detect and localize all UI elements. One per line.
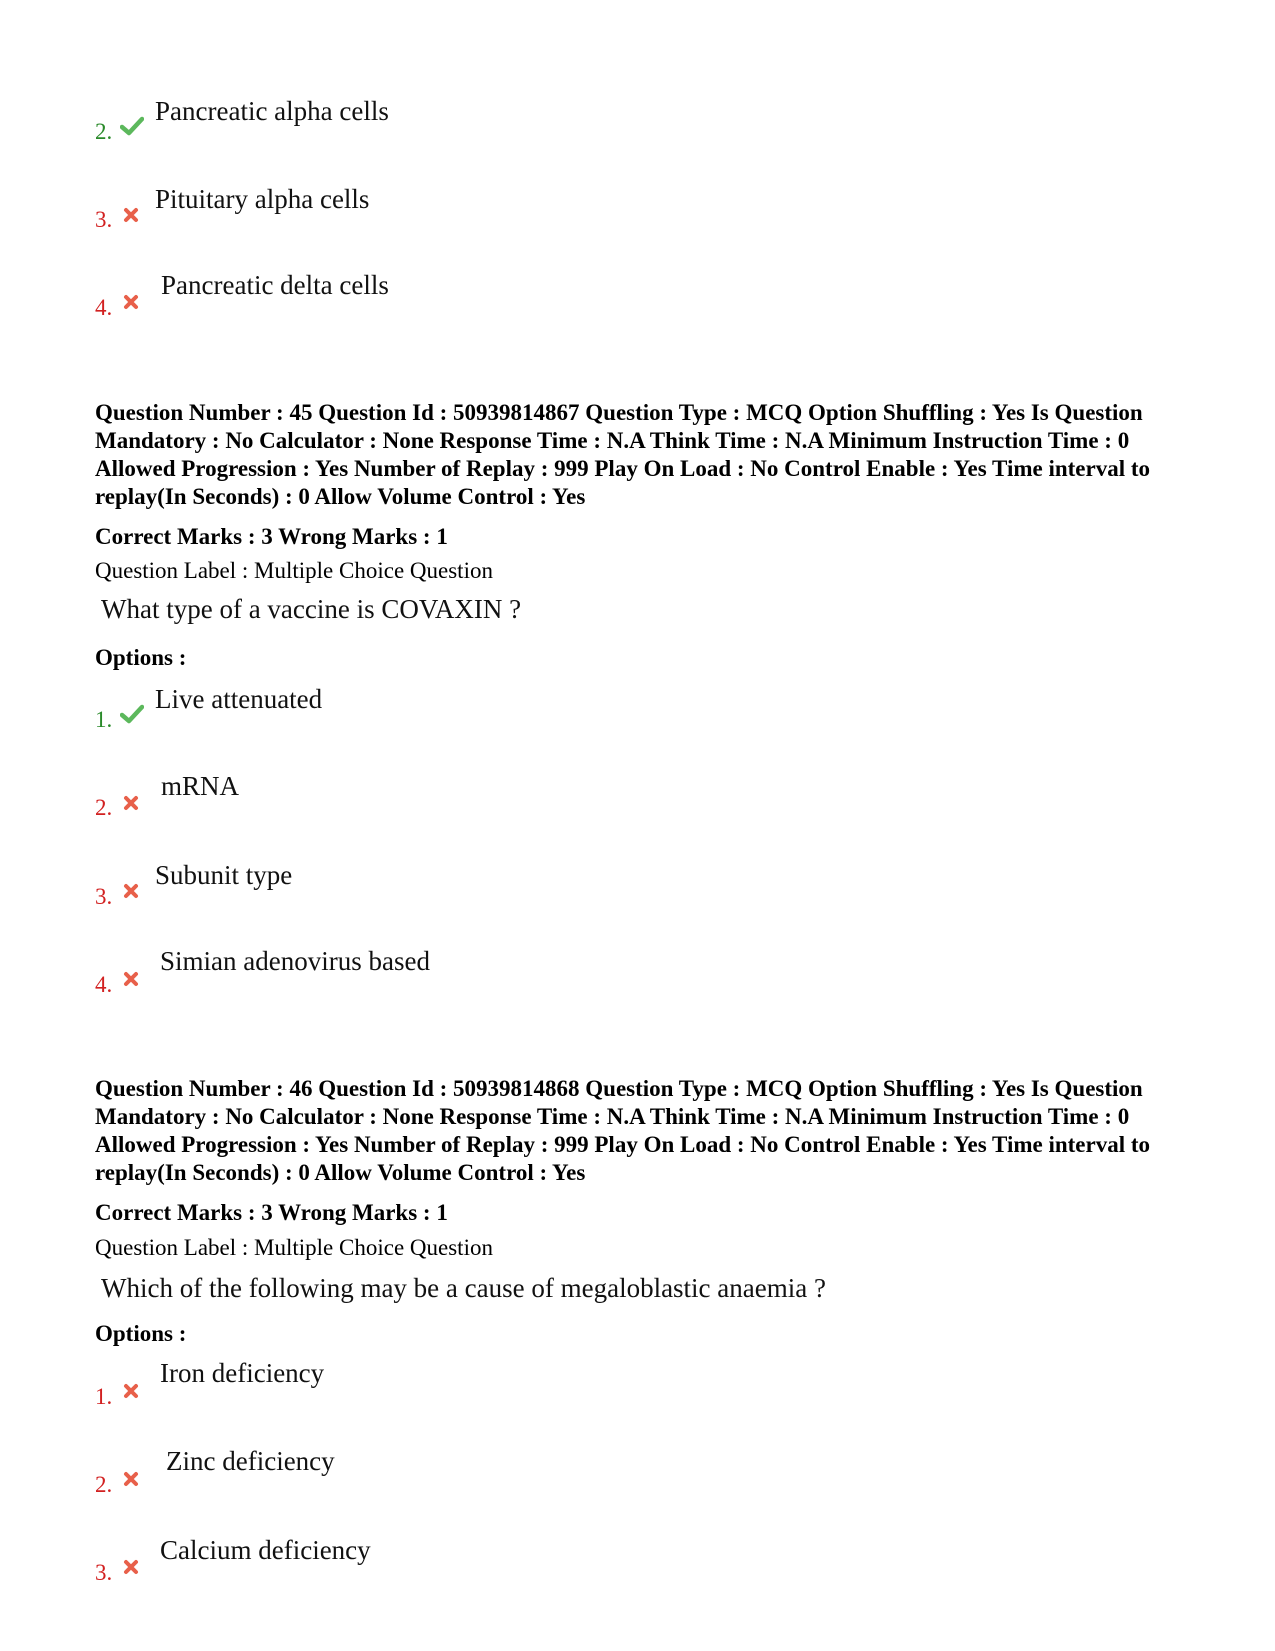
option-text: Iron deficiency xyxy=(160,1358,325,1388)
option-number: 2. xyxy=(95,1472,113,1497)
question-label: Question Label : Multiple Choice Question xyxy=(95,1235,493,1260)
cross-icon xyxy=(123,1559,139,1575)
option-item xyxy=(0,1360,900,1420)
question-text: What type of a vaccine is COVAXIN ? xyxy=(101,594,522,624)
option-item xyxy=(0,684,900,744)
option-number: 3. xyxy=(95,884,113,909)
option-item xyxy=(0,96,900,156)
question-metadata: Question Number : 45 Question Id : 50939814867 Question Type : MCQ Option Shuffling : Yes Is Question Mandatory : No Calculator : None Response Time : N.A Think Time : N.A Minimum Instruction Time : 0 Allowed Progression : Yes Number of Replay : 999 Play On Load : No Control Enable : Yes Time interval to replay(In Seconds) : 0 Allow Volume Control : Yes xyxy=(95,400,1151,509)
cross-icon xyxy=(123,883,139,899)
option-number: 2. xyxy=(95,795,113,820)
option-number: 4. xyxy=(95,972,113,997)
question-text: Which of the following may be a cause of megaloblastic anaemia ? xyxy=(101,1273,826,1303)
question-label: Question Label : Multiple Choice Question xyxy=(95,558,493,583)
option-text: Pancreatic delta cells xyxy=(161,270,389,300)
options-heading: Options : xyxy=(95,645,187,670)
option-item xyxy=(0,861,900,921)
option-number: 3. xyxy=(95,207,113,232)
question-marks: Correct Marks : 3 Wrong Marks : 1 xyxy=(95,1200,448,1225)
cross-icon xyxy=(123,1383,139,1399)
cross-icon xyxy=(123,971,139,987)
option-number: 4. xyxy=(95,295,113,320)
option-item xyxy=(0,185,900,245)
option-text: Subunit type xyxy=(155,860,293,890)
option-item xyxy=(0,948,900,1008)
option-item xyxy=(0,1448,900,1508)
cross-icon xyxy=(123,1471,139,1487)
option-text: mRNA xyxy=(161,771,240,801)
option-text: Pancreatic alpha cells xyxy=(155,96,389,126)
options-heading: Options : xyxy=(95,1321,187,1346)
option-text: Pituitary alpha cells xyxy=(155,184,370,214)
cross-icon xyxy=(123,795,139,811)
option-number: 1. xyxy=(95,707,113,732)
cross-icon xyxy=(123,207,139,223)
option-text: Simian adenovirus based xyxy=(160,946,430,976)
option-item xyxy=(0,773,900,833)
option-number: 3. xyxy=(95,1560,113,1585)
check-icon xyxy=(120,704,144,724)
option-text: Live attenuated xyxy=(155,684,323,714)
option-text: Zinc deficiency xyxy=(166,1446,335,1476)
option-item xyxy=(0,1537,900,1597)
option-item xyxy=(0,272,900,332)
question-marks: Correct Marks : 3 Wrong Marks : 1 xyxy=(95,524,448,549)
cross-icon xyxy=(123,294,139,310)
question-metadata: Question Number : 46 Question Id : 50939814868 Question Type : MCQ Option Shuffling : Yes Is Question Mandatory : No Calculator : None Response Time : N.A Think Time : N.A Minimum Instruction Time : 0 Allowed Progression : Yes Number of Replay : 999 Play On Load : No Control Enable : Yes Time interval to replay(In Seconds) : 0 Allow Volume Control : Yes xyxy=(95,1076,1151,1185)
option-number: 2. xyxy=(95,119,113,144)
option-number: 1. xyxy=(95,1384,113,1409)
option-text: Calcium deficiency xyxy=(160,1535,371,1565)
check-icon xyxy=(120,116,144,136)
